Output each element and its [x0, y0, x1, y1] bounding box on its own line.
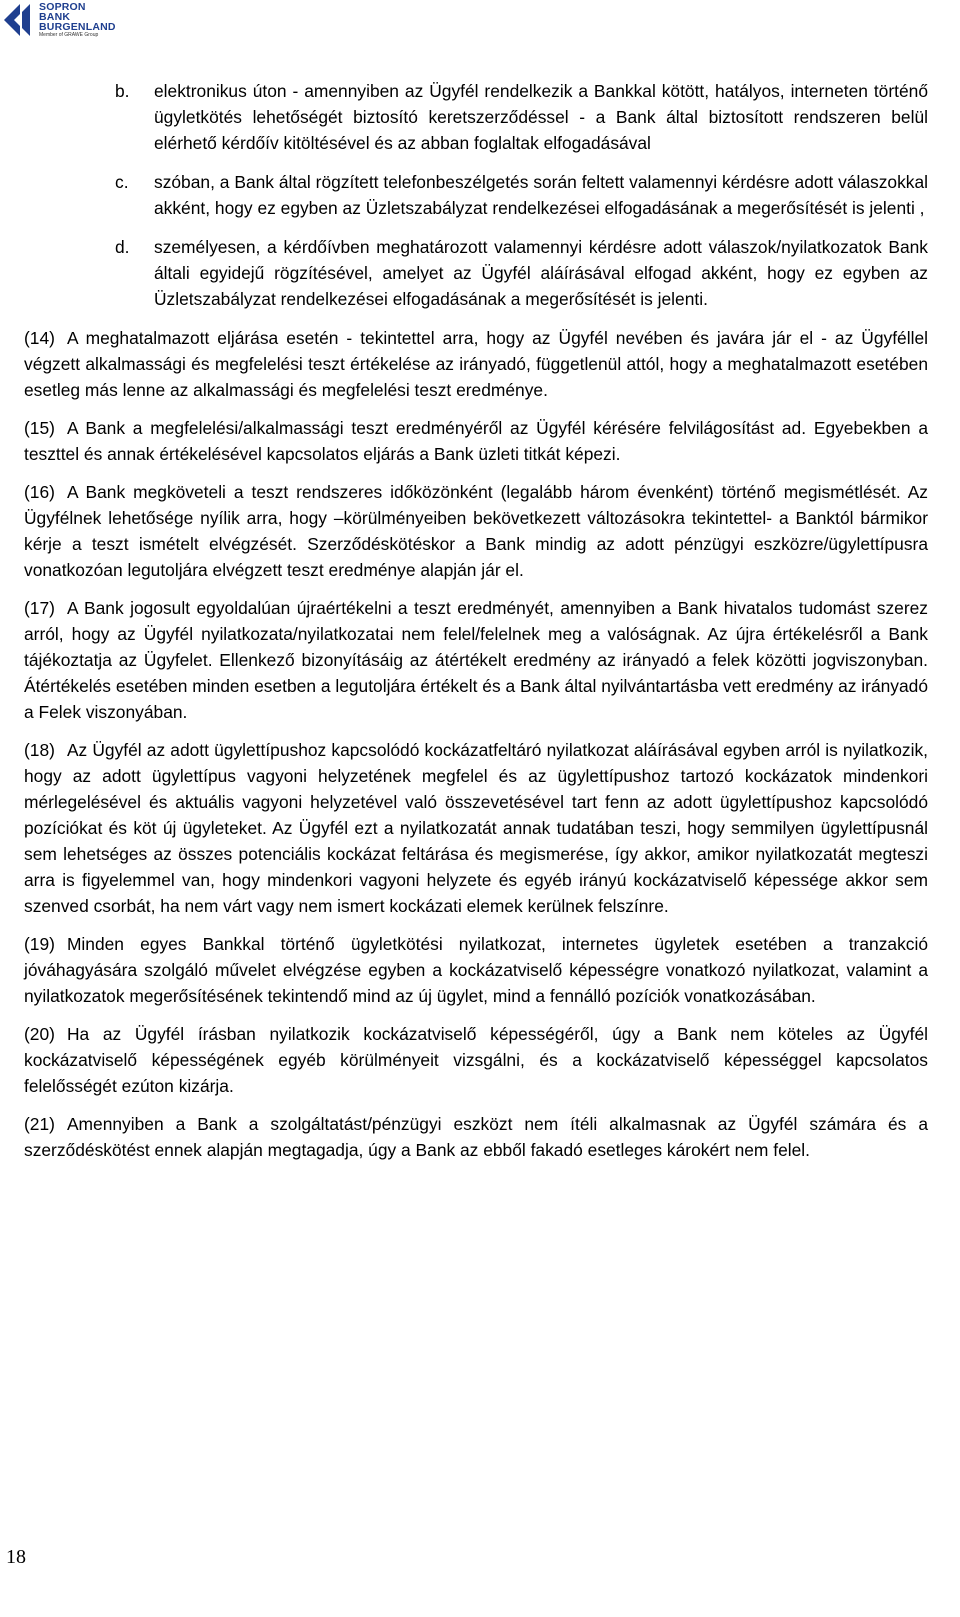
paragraph-number: (19)	[24, 934, 55, 954]
logo-line-4: Member of GRAWE Group	[39, 32, 99, 38]
paragraph-number: (17)	[24, 598, 55, 618]
paragraph-number: (18)	[24, 740, 55, 760]
paragraph-18	[24, 737, 928, 919]
paragraph-20	[24, 1021, 928, 1099]
paragraph-text: A Bank jogosult egyoldalúan újraértékelni a teszt eredményét, amennyiben a Bank hivatalos tudomást szerez arról, hogy az Ügyfél nyilatkozata/nyilatkozatai nem felel/felelnek meg a valóságnak. Az újra értékelésről a Bank tájékoztatja az Ügyfelet. Ellenkező bizonyításáig az átértékelt eredmény az irányadó a felek közötti jogviszonyban. Átértékelés esetében minden esetben a legutoljára értékelt és a Bank által nyilvántartásba vett eredmény az irányadó a Felek viszonyában.	[24, 598, 928, 722]
paragraph-text: Minden egyes Bankkal történő ügyletkötési nyilatkozat, internetes ügyletek esetében a tranzakció jóváhagyására szolgáló művelet elvégzése egyben a kockázatviselő képességre vonatkozó nyilatkozat, valamint a nyilatkozatok megerősítésének tekintendő mind az új ügylet, mind a fennálló pozíciók vonatkozásában.	[24, 934, 928, 1006]
paragraph-number: (15)	[24, 418, 55, 438]
list-marker: b.	[115, 81, 130, 101]
list-marker: c.	[115, 172, 129, 192]
paragraph-number: (14)	[24, 328, 55, 348]
paragraph-text: A Bank a megfelelési/alkalmassági teszt eredményéről az Ügyfél kérésére felvilágosítást ad. Egyebekben a teszttel és annak értékelésével kapcsolatos eljárás a Bank üzleti titkát képezi.	[24, 418, 928, 464]
paragraph-text: Az Ügyfél az adott ügylettípushoz kapcsolódó kockázatfeltáró nyilatkozat aláírásával egyben arról is nyilatkozik, hogy az adott ügylettípus vagyoni helyzetének megfelel és az ügylettípushoz tartozó kockázatok mindenkori mérlegelésével és aktuális vagyoni helyzetével való összevetésével tart fenn az adott ügylettípushoz kapcsolódó pozíciókat és köt új ügyleteket. Az Ügyfél ezt a nyilatkozatát annak tudatában teszi, hogy semmilyen ügylettípusnál sem lehetséges az összes potenciális kockázat feltárása és megismerése, így akkor, amikor nyilatkozatát megteszi arra is figyelemmel van, hogy mindenkori vagyoni helyzete és egyéb irányú kockázatviselő képessége akkor sem szenved csorbát, ha nem várt vagy nem ismert kockázati elemek kerülnek felszínre.	[24, 740, 928, 916]
paragraph-number: (21)	[24, 1114, 55, 1134]
bank-logo-mark-icon	[4, 4, 36, 36]
list-item-text: elektronikus úton - amennyiben az Ügyfél rendelkezik a Bankkal kötött, hatályos, interneten történő ügyletkötés lehetőségét biztosító keretszerződéssel - a Bank által biztosított rendszeren belül elérhető kérdőív kitöltésével és az abban foglaltak elfogadásával	[154, 81, 928, 153]
logo-line-2: BANK	[39, 11, 71, 23]
paragraph-19	[24, 931, 928, 1009]
page-number: 18	[6, 1546, 26, 1568]
paragraph-text: A meghatalmazott eljárása esetén - tekintettel arra, hogy az Ügyfél nevében és javára jár el - az Ügyféllel végzett alkalmassági és megfelelési teszt értékelése az irányadó, függetlenül attól, hogy a meghatalmazott esetében esetleg más lenne az alkalmassági és megfelelési teszt eredménye.	[24, 328, 928, 400]
bank-logo	[4, 2, 116, 38]
paragraph-15	[24, 415, 928, 467]
paragraph-text: Amennyiben a Bank a szolgáltatást/pénzügyi eszközt nem ítéli alkalmasnak az Ügyfél számára és a szerződéskötést ennek alapján megtagadja, úgy a Bank az ebből fakadó esetleges károkért nem felel.	[24, 1114, 928, 1160]
paragraph-21	[24, 1111, 928, 1163]
paragraph-16	[24, 479, 928, 583]
paragraph-text: A Bank megköveteli a teszt rendszeres időközönként (legalább három évenként) történő megismétlését. Az Ügyfélnek lehetősége nyílik arra, hogy –körülményeiben bekövetkezett változásokra tekintettel- a Banktól bármikor kérje a teszt ismételt elvégzését. Szerződéskötéskor a Bank mindig az adott pénzügyi eszközre/ügylettípusra vonatkozóan legutoljára elvégzett teszt eredménye alapján jár el.	[24, 482, 928, 580]
list-item-c	[24, 169, 928, 221]
list-item-text: szóban, a Bank által rögzített telefonbeszélgetés során feltett valamennyi kérdésre adott válaszokkal akként, hogy ez egyben az Üzletszabályzat rendelkezései elfogadásának a megerősítését is jelenti ,	[154, 172, 928, 218]
list-item-text: személyesen, a kérdőívben meghatározott valamennyi kérdésre adott válaszok/nyilatkozatok Bank általi egyidejű rögzítésével, amelyet az Ügyfél aláírásával elfogad akként, hogy ez egyben az Üzletszabályzat rendelkezései elfogadásának a megerősítését is jelenti.	[154, 237, 928, 309]
list-marker: d.	[115, 237, 130, 257]
paragraph-14	[24, 325, 928, 403]
logo-line-1: SOPRON	[39, 1, 86, 13]
paragraph-text: Ha az Ügyfél írásban nyilatkozik kockázatviselő képességéről, úgy a Bank nem köteles az Ügyfél kockázatviselő képességének egyéb körülményeit vizsgálni, és a kockázatviselő képességgel kapcsolatos felelősségét ezúton kizárja.	[24, 1024, 928, 1096]
bank-logo-text	[39, 2, 116, 38]
list-item-d	[24, 234, 928, 312]
paragraph-17	[24, 595, 928, 725]
list-item-b	[24, 78, 928, 156]
logo-line-3: BURGENLAND	[39, 21, 116, 33]
paragraph-number: (16)	[24, 482, 55, 502]
paragraph-number: (20)	[24, 1024, 55, 1044]
document-body	[24, 78, 928, 1175]
